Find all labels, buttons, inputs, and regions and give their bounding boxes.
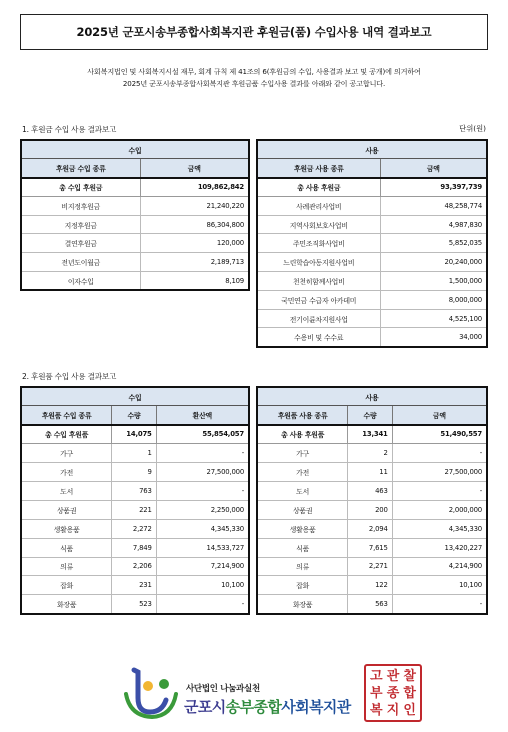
item-name: 도서 (21, 481, 112, 500)
item-qty: 523 (112, 595, 156, 614)
item-qty: 2,094 (348, 519, 392, 538)
table-row (257, 272, 487, 291)
column-header: 환산액 (156, 406, 249, 425)
total-label: 총 사용 후원금 (257, 178, 380, 197)
item-amount: 27,500,000 (156, 463, 249, 482)
item-amount: 8,000,000 (380, 290, 487, 309)
item-qty: 2,272 (112, 519, 156, 538)
item-qty: 2,206 (112, 557, 156, 576)
item-amount: 1,500,000 (380, 272, 487, 291)
item-amount: - (392, 481, 487, 500)
seal-char: 관 (386, 669, 400, 684)
item-name: 화장품 (257, 595, 348, 614)
document-title-box (20, 14, 488, 50)
item-name: 생활용품 (257, 519, 348, 538)
item-name: 가전 (257, 463, 348, 482)
total-label: 총 수입 후원금 (21, 178, 140, 197)
item-qty: 200 (348, 500, 392, 519)
item-amount: 10,100 (392, 576, 487, 595)
item-name: 상품권 (21, 500, 112, 519)
item-amount: - (156, 481, 249, 500)
item-name: 국민연금 수급자 아카데미 (257, 290, 380, 309)
item-name: 천천히함께사업비 (257, 272, 380, 291)
item-qty: 1 (112, 444, 156, 463)
table-row (257, 444, 487, 463)
org-name (184, 696, 351, 717)
item-name: 의류 (257, 557, 348, 576)
item-amount: 48,258,774 (380, 196, 487, 215)
item-qty: 463 (348, 481, 392, 500)
total-value: 109,862,842 (140, 178, 249, 197)
table-row (257, 557, 487, 576)
item-name: 화장품 (21, 595, 112, 614)
seal-char: 인 (403, 703, 416, 718)
item-amount: - (156, 444, 249, 463)
table-row (21, 272, 249, 291)
item-name: 지정후원금 (21, 215, 140, 234)
column-header: 금액 (140, 159, 249, 178)
item-name: 도서 (257, 481, 348, 500)
usage-header: 사용 (257, 140, 487, 159)
item-amount: 4,214,900 (392, 557, 487, 576)
item-amount: 4,525,100 (380, 309, 487, 328)
item-name: 수용비 및 수수료 (257, 328, 380, 347)
item-amount: 34,000 (380, 328, 487, 347)
seal-char: 부 (370, 686, 383, 701)
item-amount: 14,533,727 (156, 538, 249, 557)
item-amount: 21,240,220 (140, 196, 249, 215)
item-amount: 2,000,000 (392, 500, 487, 519)
official-seal-stamp (364, 664, 422, 722)
item-qty: 2 (348, 444, 392, 463)
column-header: 후원품 사용 종류 (257, 406, 348, 425)
seal-char: 복 (370, 703, 383, 718)
table-row (257, 500, 487, 519)
table-row (21, 519, 249, 538)
item-amount: - (156, 595, 249, 614)
section1-title: 1. 후원금 수입 사용 결과보고 (22, 125, 117, 134)
table-row (21, 500, 249, 519)
item-name: 가구 (21, 444, 112, 463)
org-name-part: 군포시 (184, 698, 226, 716)
table-row (257, 463, 487, 482)
item-qty: 7,849 (112, 538, 156, 557)
item-name: 상품권 (257, 500, 348, 519)
table-row (21, 215, 249, 234)
total-value: 55,854,057 (156, 425, 249, 444)
item-amount: 120,000 (140, 234, 249, 253)
item-name: 느린학습아동지원사업비 (257, 253, 380, 272)
usage-header: 사용 (257, 387, 487, 406)
table-row (21, 234, 249, 253)
total-value: 51,490,557 (392, 425, 487, 444)
item-name: 가구 (257, 444, 348, 463)
item-name: 의류 (21, 557, 112, 576)
intro-line-1: 사회복지법인 및 사회복지시설 재무, 회계 규칙 제 41조의 6(후원금의 수입, 사용결과 보고 및 공개)에 의거하여 (87, 67, 421, 76)
item-qty: 7,615 (348, 538, 392, 557)
total-label: 총 사용 후원품 (257, 425, 348, 444)
item-amount: 86,304,800 (140, 215, 249, 234)
item-amount: 8,109 (140, 272, 249, 291)
table-row (257, 196, 487, 215)
column-header: 수량 (112, 406, 156, 425)
seal-char: 고 (370, 669, 383, 684)
item-name: 사례관리사업비 (257, 196, 380, 215)
donation-usage-table (256, 139, 488, 348)
table-row (21, 481, 249, 500)
item-amount: - (392, 595, 487, 614)
seal-char: 종 (386, 686, 400, 701)
org-name-part: 송부종합 (225, 698, 282, 716)
total-label: 총 수입 후원품 (21, 425, 112, 444)
table-row (257, 290, 487, 309)
item-name: 전기이륜차지원사업 (257, 309, 380, 328)
intro-line-2: 2025년 군포시송부종합사회복지관 후원금품 수입사용 결과를 아래와 같이 공고합니다. (122, 79, 386, 88)
table-row (21, 253, 249, 272)
item-name: 잡화 (21, 576, 112, 595)
table-row (257, 595, 487, 614)
item-name: 주민조직화사업비 (257, 234, 380, 253)
item-qty: 563 (348, 595, 392, 614)
seal-char: 합 (403, 686, 416, 701)
item-name: 비지정후원금 (21, 196, 140, 215)
welfare-center-logo-icon (120, 664, 180, 720)
item-name: 지역사회보호사업비 (257, 215, 380, 234)
document-title: 2025년 군포시송부종합사회복지관 후원금(품) 수입사용 내역 결과보고 (76, 25, 432, 39)
table-row (21, 538, 249, 557)
item-amount: 4,345,330 (392, 519, 487, 538)
item-qty: 231 (112, 576, 156, 595)
item-qty: 2,271 (348, 557, 392, 576)
table-row (21, 463, 249, 482)
section2-title: 2. 후원품 수입 사용 결과보고 (22, 372, 117, 381)
item-name: 이자수입 (21, 272, 140, 291)
item-name: 식품 (257, 538, 348, 557)
item-amount: - (392, 444, 487, 463)
column-header: 후원품 수입 종류 (21, 406, 112, 425)
item-name: 전년도이월금 (21, 253, 140, 272)
item-name: 잡화 (257, 576, 348, 595)
table-row (21, 595, 249, 614)
item-qty: 763 (112, 481, 156, 500)
item-name: 가전 (21, 463, 112, 482)
table-row (257, 519, 487, 538)
item-amount: 2,189,713 (140, 253, 249, 272)
item-amount: 10,100 (156, 576, 249, 595)
table-row (21, 557, 249, 576)
item-name: 생활용품 (21, 519, 112, 538)
item-qty: 11 (348, 463, 392, 482)
column-header: 금액 (392, 406, 487, 425)
item-amount: 13,420,227 (392, 538, 487, 557)
item-amount: 27,500,000 (392, 463, 487, 482)
table-row (257, 253, 487, 272)
item-amount: 5,852,035 (380, 234, 487, 253)
table-row (257, 481, 487, 500)
table-row (257, 215, 487, 234)
income-header: 수입 (21, 387, 249, 406)
goods-usage-table (256, 386, 488, 615)
table-row (21, 444, 249, 463)
org-name-part: 사회복지관 (281, 698, 351, 716)
column-header: 수량 (348, 406, 392, 425)
total-qty: 14,075 (112, 425, 156, 444)
table-row (257, 576, 487, 595)
donation-income-table (20, 139, 250, 291)
item-amount: 4,987,830 (380, 215, 487, 234)
item-amount: 7,214,900 (156, 557, 249, 576)
item-qty: 9 (112, 463, 156, 482)
org-parent-name: 사단법인 나눔과실천 (186, 684, 260, 694)
item-amount: 2,250,000 (156, 500, 249, 519)
seal-char: 지 (386, 703, 400, 718)
table-row (257, 328, 487, 347)
table-row (21, 196, 249, 215)
column-header: 후원금 사용 종류 (257, 159, 380, 178)
item-amount: 20,240,000 (380, 253, 487, 272)
column-header: 금액 (380, 159, 487, 178)
item-name: 결연후원금 (21, 234, 140, 253)
table-row (257, 309, 487, 328)
total-qty: 13,341 (348, 425, 392, 444)
seal-char: 찰 (403, 669, 416, 684)
income-header: 수입 (21, 140, 249, 159)
table-row (257, 538, 487, 557)
table-row (21, 576, 249, 595)
item-name: 식품 (21, 538, 112, 557)
intro-text (20, 66, 488, 90)
column-header: 후원금 수입 종류 (21, 159, 140, 178)
item-qty: 221 (112, 500, 156, 519)
item-qty: 122 (348, 576, 392, 595)
goods-income-table (20, 386, 250, 615)
table-row (257, 234, 487, 253)
item-amount: 4,345,330 (156, 519, 249, 538)
unit-label: 단위(원) (459, 124, 486, 133)
total-value: 93,397,739 (380, 178, 487, 197)
